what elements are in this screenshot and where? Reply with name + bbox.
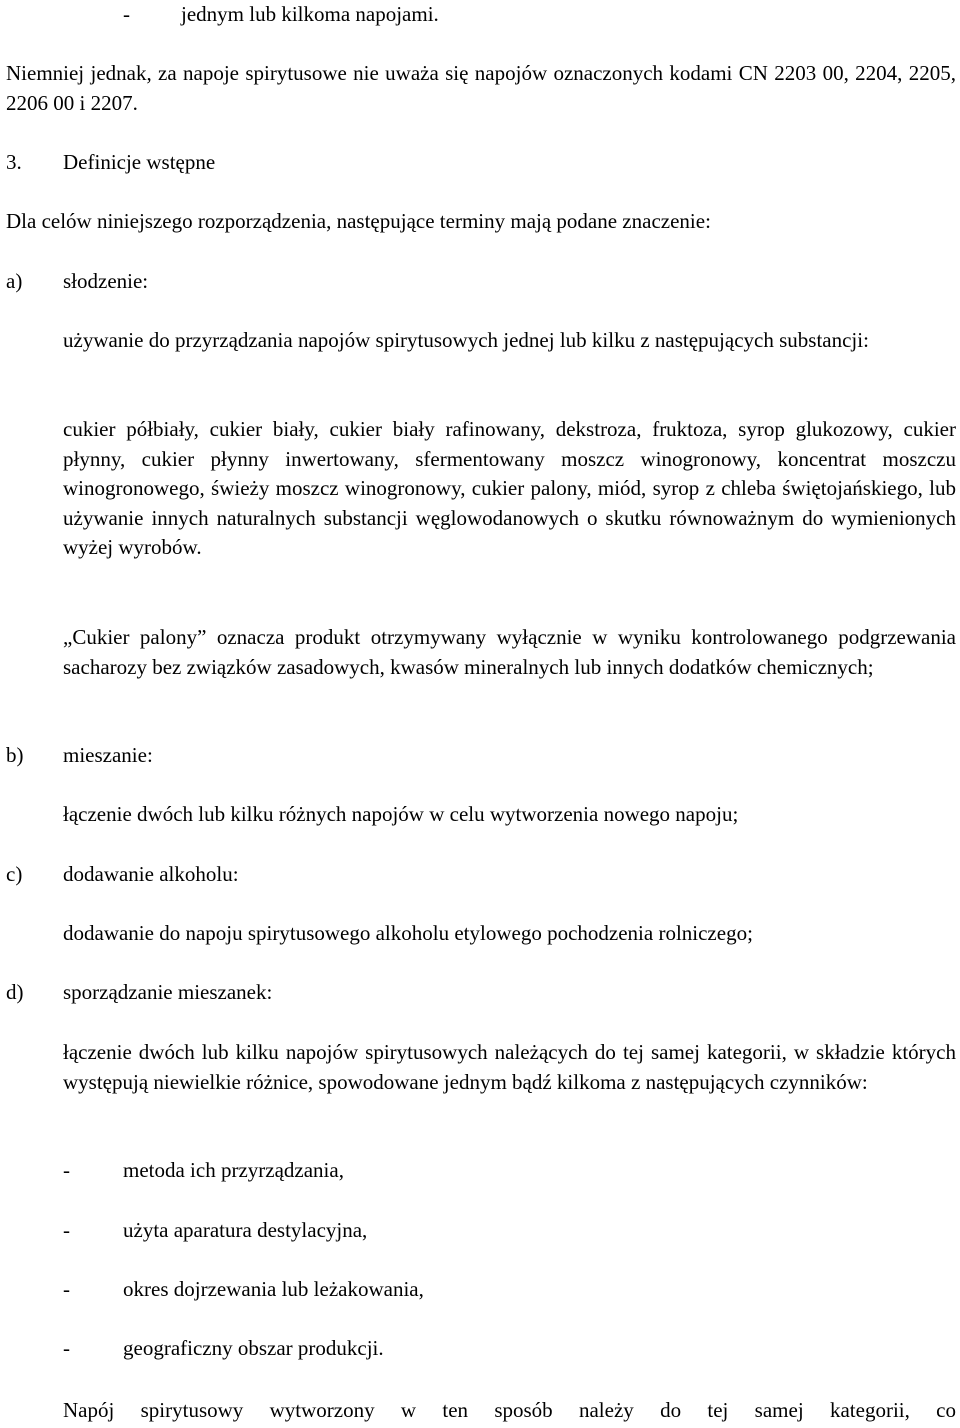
factor-dash: - (63, 1218, 70, 1242)
definition-letter-b: b) (6, 743, 24, 767)
definition-term-d: sporządzanie mieszanek: (63, 980, 273, 1004)
section-title: Definicje wstępne (63, 150, 216, 174)
top-list-item: jednym lub kilkoma napojami. (181, 2, 439, 26)
factor-item: okres dojrzewania lub leżakowania, (123, 1277, 424, 1301)
factor-dash: - (63, 1336, 70, 1360)
definition-text-c: dodawanie do napoju spirytusowego alkoholu etylowego pochodzenia rolniczego; (63, 921, 753, 945)
sweetening-substances-list: cukier półbiały, cukier biały, cukier biały rafinowany, dekstroza, fruktoza, syrop glukozowy, cukier płynny, cukier płynny inwertowany, sfermentowany moszcz winogronowy, koncentrat moszczu winogronowego, świeży moszcz winogronowy, cukier palony, miód, syrop z chleba świętojańskiego, lub używanie innych naturalnych substancji węglowodanowych o skutku równoważnym do wymienionych wyżej wyrobów. (63, 417, 956, 560)
definition-term-b: mieszanie: (63, 743, 153, 767)
closing-paragraph: Napój spirytusowy wytworzony w ten sposób należy do tej samej kategorii, co (63, 1398, 956, 1422)
caramel-definition-note: „Cukier palony” oznacza produkt otrzymywany wyłącznie w wyniku kontrolowanego podgrzewania sacharozy bez związków zasadowych, kwasów mineralnych lub innych dodatków chemicznych; (63, 625, 956, 679)
definition-text-a: używanie do przyrządzania napojów spirytusowych jednej lub kilku z następujących substancji: (63, 328, 869, 352)
definition-text-b: łączenie dwóch lub kilku różnych napojów w celu wytworzenia nowego napoju; (63, 802, 739, 826)
factor-item: geograficzny obszar produkcji. (123, 1336, 384, 1360)
section-number: 3. (6, 150, 22, 174)
definition-letter-c: c) (6, 862, 23, 886)
definition-letter-a: a) (6, 269, 23, 293)
intro-paragraph: Dla celów niniejszego rozporządzenia, następujące terminy mają podane znaczenie: (6, 209, 711, 233)
factor-dash: - (63, 1277, 70, 1301)
factor-dash: - (63, 1158, 70, 1182)
definition-term-a: słodzenie: (63, 269, 149, 293)
top-list-dash: - (123, 2, 130, 26)
definition-letter-d: d) (6, 980, 24, 1004)
exclusion-note: Niemniej jednak, za napoje spirytusowe nie uważa się napojów oznaczonych kodami CN 2203 00, 2204, 2205, 2206 00 i 2207. (6, 61, 956, 115)
definition-text-d: łączenie dwóch lub kilku napojów spirytusowych należących do tej samej kategorii, w składzie których występują niewielkie różnice, spowodowane jednym bądź kilkoma z następujących czynników: (63, 1040, 956, 1094)
factor-item: metoda ich przyrządzania, (123, 1158, 344, 1182)
factor-item: użyta aparatura destylacyjna, (123, 1218, 368, 1242)
definition-term-c: dodawanie alkoholu: (63, 862, 239, 886)
